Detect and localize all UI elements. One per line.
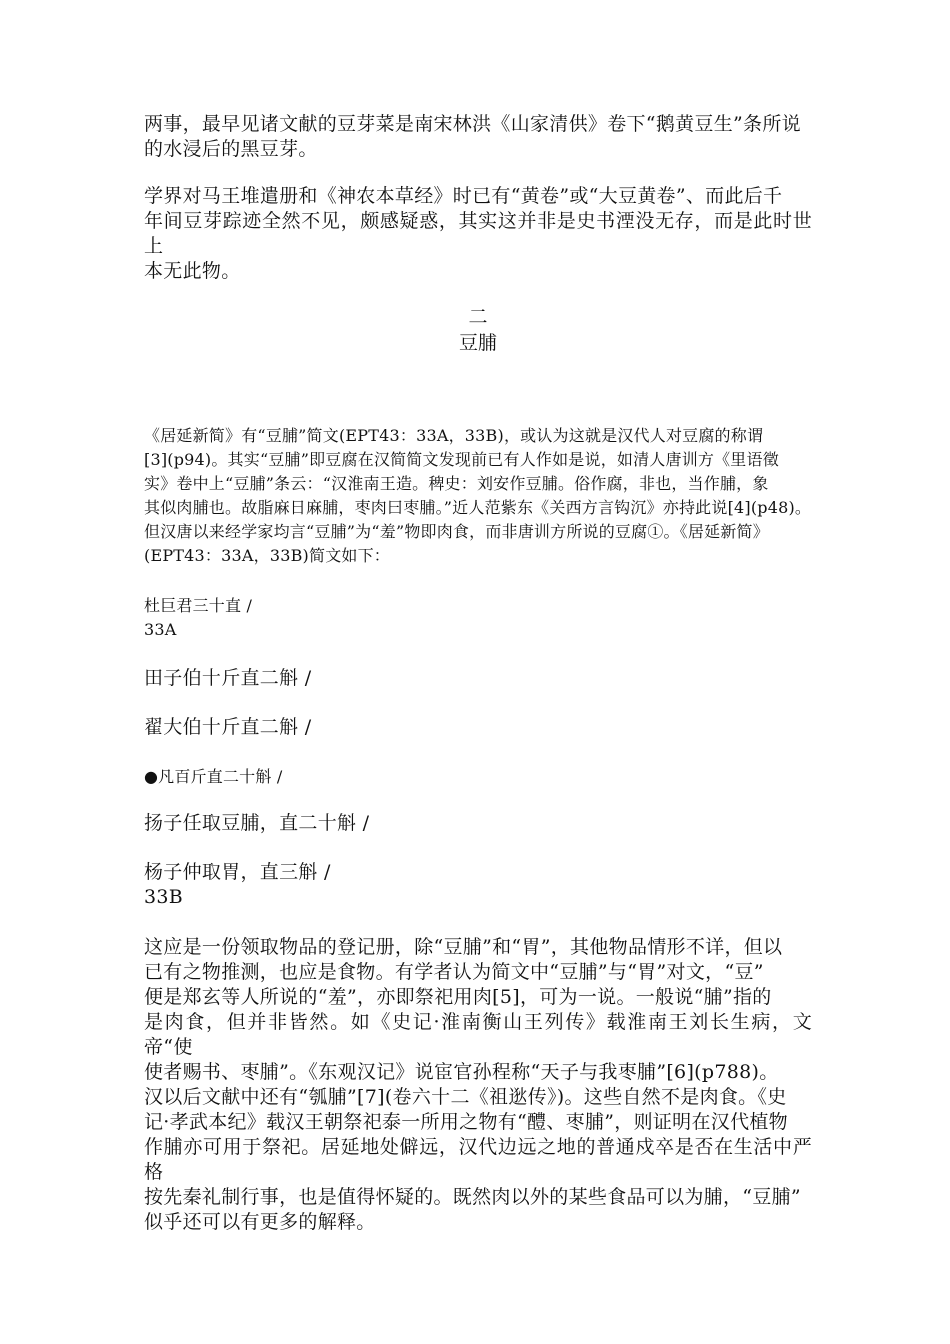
slip-id: 33A bbox=[144, 620, 177, 639]
section-number: 二 bbox=[468, 306, 488, 328]
text-line: 似乎还可以有更多的解释。 bbox=[144, 1211, 376, 1233]
text-line: 其似肉脯也。故脂麻日麻脯，枣肉曰枣脯。”近人范紫东《关西方言钩沉》亦持此说[4](p48)。 bbox=[144, 498, 812, 517]
text-line: 汉以后文献中还有“瓠脯”[7](卷六十二《祖逖传》)。这些自然不是肉食。《史 bbox=[144, 1086, 787, 1108]
text-line: 使者赐书、枣脯”。《东观汉记》说宦官孙程称“天子与我枣脯”[6](p788)。 bbox=[144, 1061, 779, 1083]
slip-entry-1 bbox=[144, 594, 812, 642]
text-line: (EPT43：33A，33B)简文如下： bbox=[144, 546, 390, 565]
text-line: 《居延新简》有“豆脯”简文(EPT43：33A，33B)，或认为这就是汉代人对豆腐的称谓 bbox=[144, 426, 764, 445]
text-line: 记·孝武本纪》载汉王朝祭祀泰一所用之物有“醴、枣脯”，则证明在汉代植物 bbox=[144, 1111, 788, 1133]
text-line: 本无此物。 bbox=[144, 260, 241, 282]
slip-entry-stomach bbox=[144, 860, 812, 910]
slip-entry-total: ●凡百斤直二十斛 / bbox=[144, 767, 283, 786]
slip-id: 33B bbox=[144, 886, 184, 908]
paragraph-scholarly-doubt bbox=[144, 184, 812, 284]
text-line: 学界对马王堆遣册和《神农本草经》时已有“黄卷”或“大豆黄卷”、而此后千 bbox=[144, 185, 783, 207]
text-line: 的水浸后的黑豆芽。 bbox=[144, 138, 318, 160]
slip-entry-3: 翟大伯十斤直二斛 / bbox=[144, 716, 312, 738]
text-line: [3](p94)。其实“豆脯”即豆腐在汉简简文发现前已有人作如是说，如清人唐训方《里语徵 bbox=[144, 450, 779, 469]
section-heading bbox=[144, 304, 812, 356]
text-line: 两事，最早见诸文献的豆芽菜是南宋林洪《山家清供》卷下“鹅黄豆生”条所说 bbox=[144, 113, 801, 135]
text-line: 但汉唐以来经学家均言“豆脯”为“羞”物即肉食，而非唐训方所说的豆腐①。《居延新简》 bbox=[144, 522, 769, 541]
text-line: 按先秦礼制行事，也是值得怀疑的。既然肉以外的某些食品可以为脯，“豆脯” bbox=[144, 1186, 801, 1208]
text-line: 便是郑玄等人所说的“羞”，亦即祭祀用肉[5]，可为一说。一般说“脯”指的 bbox=[144, 986, 772, 1008]
document-page bbox=[144, 112, 812, 1235]
text-line: 这应是一份领取物品的登记册，除“豆脯”和“胃”，其他物品情形不详，但以 bbox=[144, 936, 783, 958]
paragraph-analysis bbox=[144, 935, 812, 1235]
paragraph-bean-sprout-origin bbox=[144, 112, 812, 162]
slip-entry-bean-jerky: 扬子任取豆脯，直二十斛 / bbox=[144, 812, 370, 834]
slip-text: 杜巨君三十直 / bbox=[144, 596, 253, 615]
text-line: 是肉食，但并非皆然。如《史记·淮南衡山王列传》载淮南王刘长生病，文帝“使 bbox=[144, 1011, 812, 1058]
text-line: 已有之物推测，也应是食物。有学者认为简文中“豆脯”与“胃”对文，“豆” bbox=[144, 961, 764, 983]
slip-entry-2: 田子伯十斤直二斛 / bbox=[144, 667, 312, 689]
text-line: 作脯亦可用于祭祀。居延地处僻远，汉代边远之地的普通戍卒是否在生活中严格 bbox=[144, 1136, 812, 1183]
section-title: 豆脯 bbox=[458, 332, 497, 354]
text-line: 年间豆芽踪迹全然不见，颇感疑惑，其实这并非是史书湮没无存，而是此时世上 bbox=[144, 210, 812, 257]
text-line: 实》卷中上“豆脯”条云：“汉淮南王造。稗史：刘安作豆脯。俗作腐，非也，当作脯，象 bbox=[144, 474, 769, 493]
paragraph-juyan-slips bbox=[144, 424, 812, 568]
slip-text: 杨子仲取胃，直三斛 / bbox=[144, 861, 331, 883]
